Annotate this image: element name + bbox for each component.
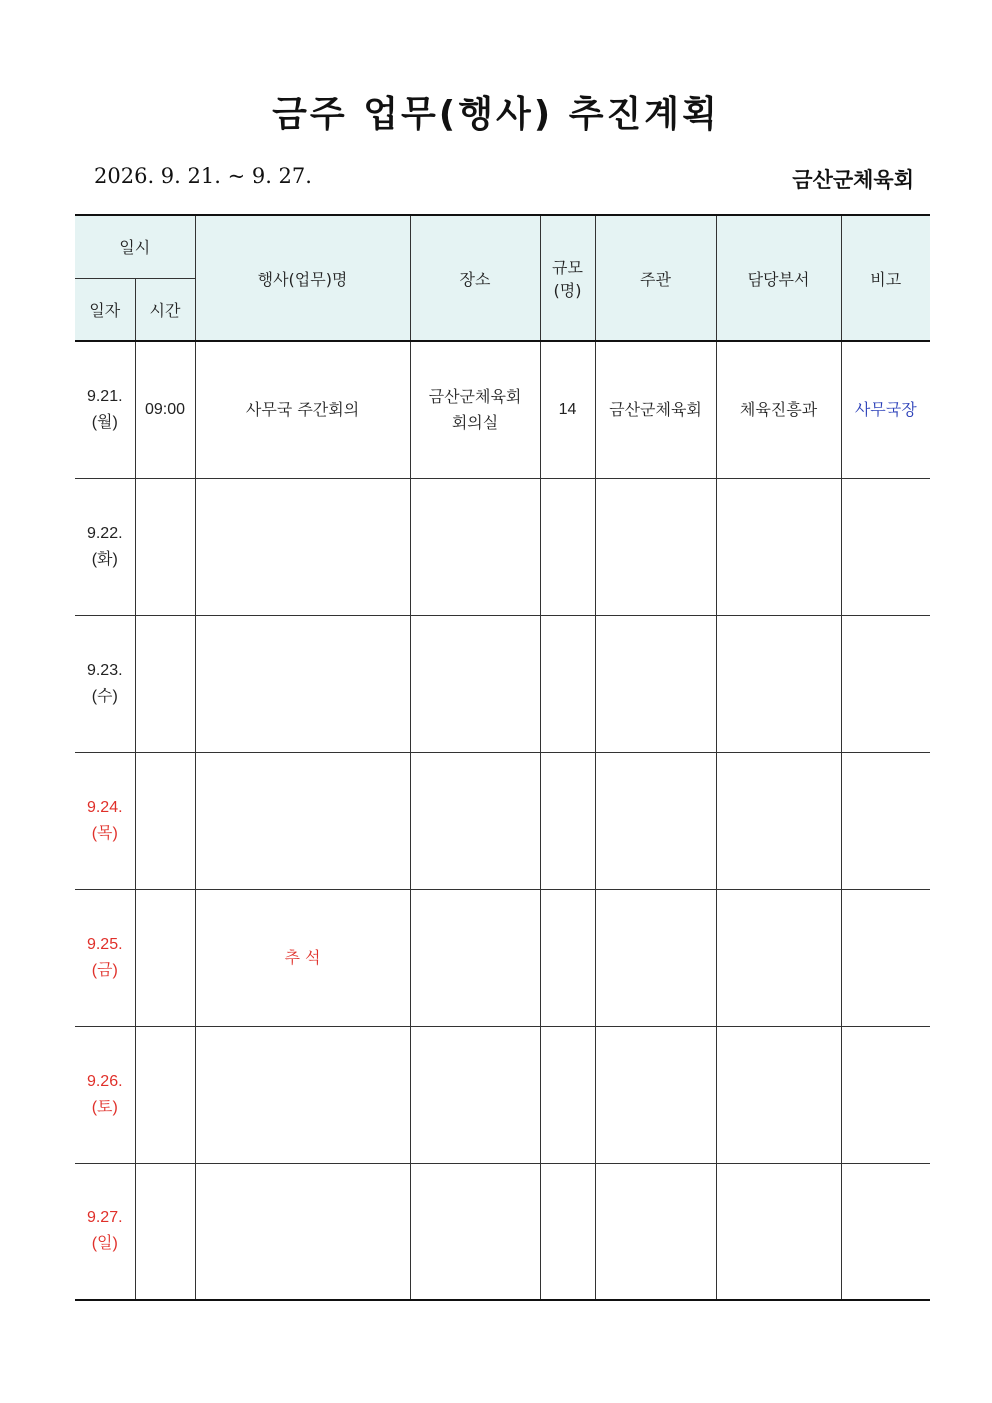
weekday-text: (수) (91, 687, 118, 705)
date-cell (75, 889, 135, 1026)
scale-cell (540, 615, 595, 752)
time-cell (135, 1163, 195, 1300)
date-text: 9.21. (86, 387, 123, 405)
page-title: 금주 업무(행사) 추진계획 (272, 94, 720, 135)
weekday-text: (월) (91, 413, 118, 431)
place-line1: 금산군체육회 (428, 386, 522, 406)
host-cell (595, 1026, 716, 1163)
header-host: 주관 (595, 215, 716, 341)
table-row (75, 341, 930, 478)
host-cell (595, 478, 716, 615)
date-text: 9.25. (86, 935, 123, 953)
header-remarks: 비고 (841, 215, 930, 341)
table-body (75, 341, 930, 1300)
table-row (75, 889, 930, 1026)
header-scale-line2: (명) (553, 281, 582, 300)
header-ilja: 일자 (75, 278, 135, 341)
table-row (75, 1163, 930, 1300)
table-header (75, 215, 930, 341)
date-cell (75, 615, 135, 752)
time-cell: 09:00 (135, 341, 195, 478)
scale-cell (540, 752, 595, 889)
department-cell (716, 1026, 841, 1163)
date-text: 9.24. (86, 798, 123, 816)
time-cell (135, 478, 195, 615)
weekday-text: (토) (91, 1098, 118, 1116)
remarks-cell (841, 478, 930, 615)
header-scale (540, 215, 595, 341)
place-cell (410, 752, 540, 889)
place-line2: 회의실 (451, 412, 499, 432)
date-text: 9.26. (86, 1072, 123, 1090)
weekday-text: (일) (91, 1235, 118, 1253)
scale-cell: 14 (540, 341, 595, 478)
event-cell (195, 1026, 410, 1163)
remarks-cell: 사무국장 (841, 341, 930, 478)
header-sigan: 시간 (135, 278, 195, 341)
date-cell (75, 752, 135, 889)
date-cell (75, 478, 135, 615)
event-cell (195, 615, 410, 752)
place-cell (410, 478, 540, 615)
weekday-text: (목) (91, 824, 118, 842)
department-cell: 체육진흥과 (716, 341, 841, 478)
date-cell (75, 1163, 135, 1300)
header-event-name: 행사(업무)명 (195, 215, 410, 341)
weekday-text: (화) (91, 550, 118, 568)
scale-cell (540, 1026, 595, 1163)
schedule-table (75, 214, 930, 1301)
event-cell (195, 1163, 410, 1300)
table-row (75, 615, 930, 752)
remarks-cell (841, 1163, 930, 1300)
department-cell (716, 615, 841, 752)
remarks-cell (841, 752, 930, 889)
host-cell (595, 1163, 716, 1300)
time-cell (135, 1026, 195, 1163)
host-cell: 금산군체육회 (595, 341, 716, 478)
weekday-text: (금) (91, 961, 118, 979)
table-row (75, 752, 930, 889)
scale-cell (540, 478, 595, 615)
date-text: 9.27. (86, 1209, 123, 1227)
scale-cell (540, 889, 595, 1026)
header-department: 담당부서 (716, 215, 841, 341)
date-cell (75, 341, 135, 478)
event-cell: 사무국 주간회의 (195, 341, 410, 478)
period-range: 2026. 9. 21. ~ 9. 27. (94, 164, 312, 188)
table-row (75, 478, 930, 615)
department-cell (716, 752, 841, 889)
date-text: 9.22. (86, 524, 123, 542)
host-cell (595, 889, 716, 1026)
remarks-cell (841, 615, 930, 752)
remarks-cell (841, 1026, 930, 1163)
place-cell (410, 615, 540, 752)
remarks-cell (841, 889, 930, 1026)
place-cell (410, 1163, 540, 1300)
scale-cell (540, 1163, 595, 1300)
event-cell (195, 752, 410, 889)
place-cell (410, 889, 540, 1026)
time-cell (135, 615, 195, 752)
event-cell (195, 478, 410, 615)
date-cell (75, 1026, 135, 1163)
host-cell (595, 615, 716, 752)
department-cell (716, 889, 841, 1026)
event-cell: 추 석 (195, 889, 410, 1026)
host-cell (595, 752, 716, 889)
department-cell (716, 1163, 841, 1300)
time-cell (135, 889, 195, 1026)
department-cell (716, 478, 841, 615)
header-ilsi: 일시 (75, 215, 195, 278)
time-cell (135, 752, 195, 889)
organization-name: 금산군체육회 (792, 168, 914, 192)
place-cell (410, 341, 540, 478)
header-place: 장소 (410, 215, 540, 341)
header-scale-line1: 규모 (552, 258, 583, 277)
date-text: 9.23. (86, 661, 123, 679)
table-row (75, 1026, 930, 1163)
place-cell (410, 1026, 540, 1163)
